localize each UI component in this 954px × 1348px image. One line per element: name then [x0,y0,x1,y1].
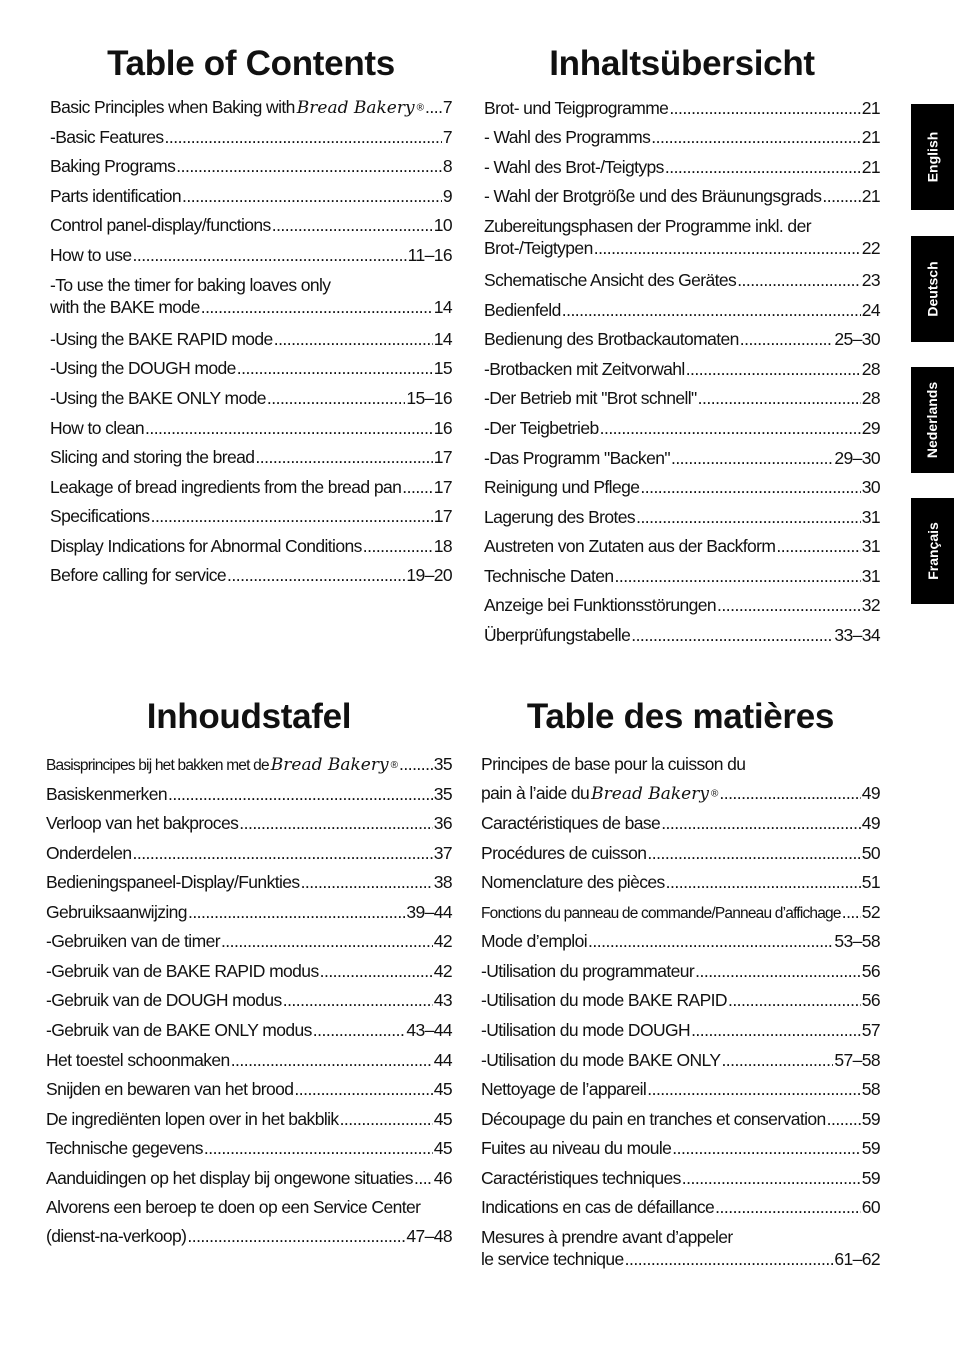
bread-bakery-logo: Bread Bakery [296,98,415,118]
toc-entry[interactable]: -Utilisation du mode BAKE RAPID ..... 56 [481,989,880,1011]
toc-entry[interactable]: Onderdelen ..... 37 [46,842,452,864]
toc-entry[interactable]: -Gebruik van de DOUGH modus ..... 43 [46,989,452,1011]
toc-entry[interactable]: Aanduidingen op het display bij ongewone situaties ..... 46 [46,1167,452,1189]
toc-entry[interactable]: Caractéristiques de base ..... 49 [481,812,880,834]
toc-section-english [50,44,452,585]
toc-entry[interactable]: Leakage of bread ingredients from the bread pan ..... 17 [50,476,452,498]
toc-entry[interactable]: Bedieningspaneel-Display/Funkties ..... 38 [46,871,452,893]
toc-entry[interactable]: -Utilisation du mode BAKE ONLY ..... 57–58 [481,1049,880,1071]
toc-entry[interactable]: Brot- und Teigprogramme ..... 21 [484,97,880,119]
toc-entry[interactable]: Control panel-display/functions ..... 10 [50,214,452,236]
toc-entry[interactable]: How to clean ..... 16 [50,417,452,439]
toc-entry[interactable]: Gebruiksaanwijzing ..... 39–44 [46,901,452,923]
toc-entry[interactable]: -Using the BAKE ONLY mode ..... 15–16 [50,387,452,409]
toc-entry[interactable]: Anzeige bei Funktionsstörungen ..... 32 [484,594,880,616]
toc-entry[interactable]: Caractéristiques techniques ..... 59 [481,1167,880,1189]
toc-entry[interactable]: -Gebruik van de BAKE RAPID modus ..... 42 [46,960,452,982]
toc-entry[interactable]: -Der Teigbetrieb ..... 29 [484,417,880,439]
toc-entry[interactable]: Parts identification ..... 9 [50,185,452,207]
toc-entry[interactable]: -Brotbacken mit Zeitvorwahl ..... 28 [484,358,880,380]
toc-entry[interactable]: Basiskenmerken ..... 35 [46,783,452,805]
toc-entry[interactable]: -Basic Features ..... 7 [50,126,452,148]
toc-entry[interactable]: Mesures à prendre avant d’appeler le service technique ..... 61–62 [481,1226,880,1272]
toc-entry[interactable]: Specifications ..... 17 [50,505,452,527]
language-tab-nederlands[interactable]: Nederlands [911,367,954,473]
toc-entry[interactable]: -Utilisation du mode DOUGH ..... 57 [481,1019,880,1041]
toc-entry[interactable]: Schematische Ansicht des Gerätes ..... 23 [484,269,880,291]
toc-entry[interactable]: Display Indications for Abnormal Conditions ..... 18 [50,535,452,557]
section-title: Table des matières [526,697,835,736]
section-title: Inhaltsübersicht [549,44,815,83]
toc-entry[interactable]: Het toestel schoonmaken ..... 44 [46,1049,452,1071]
toc-entry[interactable]: Basic Principles when Baking with Bread Bakery ® ..... 7 [50,96,452,118]
toc-entry[interactable]: Überprüfungstabelle ..... 33–34 [484,624,880,646]
toc-entry[interactable]: -Das Programm "Backen" ..... 29–30 [484,447,880,469]
toc-entry[interactable]: -Gebruiken van de timer ..... 42 [46,930,452,952]
language-tab-english[interactable]: English [911,104,954,210]
language-tab-deutsch[interactable]: Deutsch [911,236,954,342]
toc-entry[interactable]: Austreten von Zutaten aus der Backform ..... 31 [484,535,880,557]
toc-entry[interactable]: De ingrediënten lopen over in het bakblik ..... 45 [46,1108,452,1130]
toc-entry[interactable]: Lagerung des Brotes ..... 31 [484,506,880,528]
toc-entry[interactable]: Fonctions du panneau de commande/Panneau d’affichage ..... 52 [481,901,880,923]
toc-entry[interactable]: Technische gegevens ..... 45 [46,1137,452,1159]
toc-entry[interactable]: -Gebruik van de BAKE ONLY modus ..... 43–44 [46,1019,452,1041]
toc-entry[interactable]: - Wahl des Programms ..... 21 [484,126,880,148]
bread-bakery-logo: Bread Bakery [270,755,389,775]
toc-entry[interactable]: Technische Daten ..... 31 [484,565,880,587]
toc-entry[interactable]: Before calling for service ..... 19–20 [50,564,452,586]
toc-entry[interactable]: - Wahl der Brotgröße und des Bräunungsgrads ..... 21 [484,185,880,207]
toc-entry[interactable]: Zubereitungsphasen der Programme inkl. der Brot-/Teigtypen ..... 22 [484,215,880,261]
bread-bakery-logo: Bread Bakery [591,784,709,804]
toc-section-nederlands [46,697,452,1246]
toc-section-deutsch [484,44,880,645]
toc-entry[interactable]: -Utilisation du programmateur ..... 56 [481,960,880,982]
toc-entry[interactable]: Basisprincipes bij het bakken met de Bread Bakery ® ..... 35 [46,753,452,775]
toc-entry[interactable]: Snijden en bewaren van het brood ..... 45 [46,1078,452,1100]
toc-entry[interactable]: Principes de base pour la cuisson du pain à l’aide du Bread Bakery ® ..... 49 [481,753,880,805]
toc-section-francais [481,697,880,1269]
language-tab-francais[interactable]: Français [911,498,954,604]
toc-entry[interactable]: Fuites au niveau du moule ..... 59 [481,1137,880,1159]
toc-entry[interactable]: -Using the DOUGH mode ..... 15 [50,357,452,379]
toc-entry[interactable]: Verloop van het bakproces ..... 36 [46,812,452,834]
toc-entry[interactable]: -Der Betrieb mit "Brot schnell" ..... 28 [484,387,880,409]
toc-entry[interactable]: Baking Programs ..... 8 [50,155,452,177]
toc-entry[interactable]: Bedienfeld ..... 24 [484,299,880,321]
toc-entry[interactable]: Indications en cas de défaillance ..... 60 [481,1196,880,1218]
toc-entry[interactable]: Bedienung des Brotbackautomaten ..... 25–30 [484,328,880,350]
toc-entry[interactable]: - Wahl des Brot-/Teigtyps ..... 21 [484,156,880,178]
section-title: Inhoudstafel [146,697,352,736]
toc-entry[interactable]: Reinigung und Pflege ..... 30 [484,476,880,498]
toc-entry[interactable]: Nomenclature des pièces ..... 51 [481,871,880,893]
toc-entry[interactable]: -To use the timer for baking loaves only with the BAKE mode ..... 14 [50,274,452,320]
section-title: Table of Contents [107,44,395,83]
toc-entry[interactable]: How to use ..... 11–16 [50,244,452,266]
toc-entry[interactable]: Procédures de cuisson ..... 50 [481,842,880,864]
toc-entry[interactable]: Découpage du pain en tranches et conservation ..... 59 [481,1108,880,1130]
toc-entry[interactable]: Nettoyage de l’appareil ..... 58 [481,1078,880,1100]
toc-entry[interactable]: Alvorens een beroep te doen op een Service Center (dienst-na-verkoop) ..... 47–48 [46,1196,452,1254]
toc-entry[interactable]: Mode d’emploi ..... 53–58 [481,930,880,952]
toc-entry[interactable]: -Using the BAKE RAPID mode ..... 14 [50,328,452,350]
toc-entry[interactable]: Slicing and storing the bread ..... 17 [50,446,452,468]
